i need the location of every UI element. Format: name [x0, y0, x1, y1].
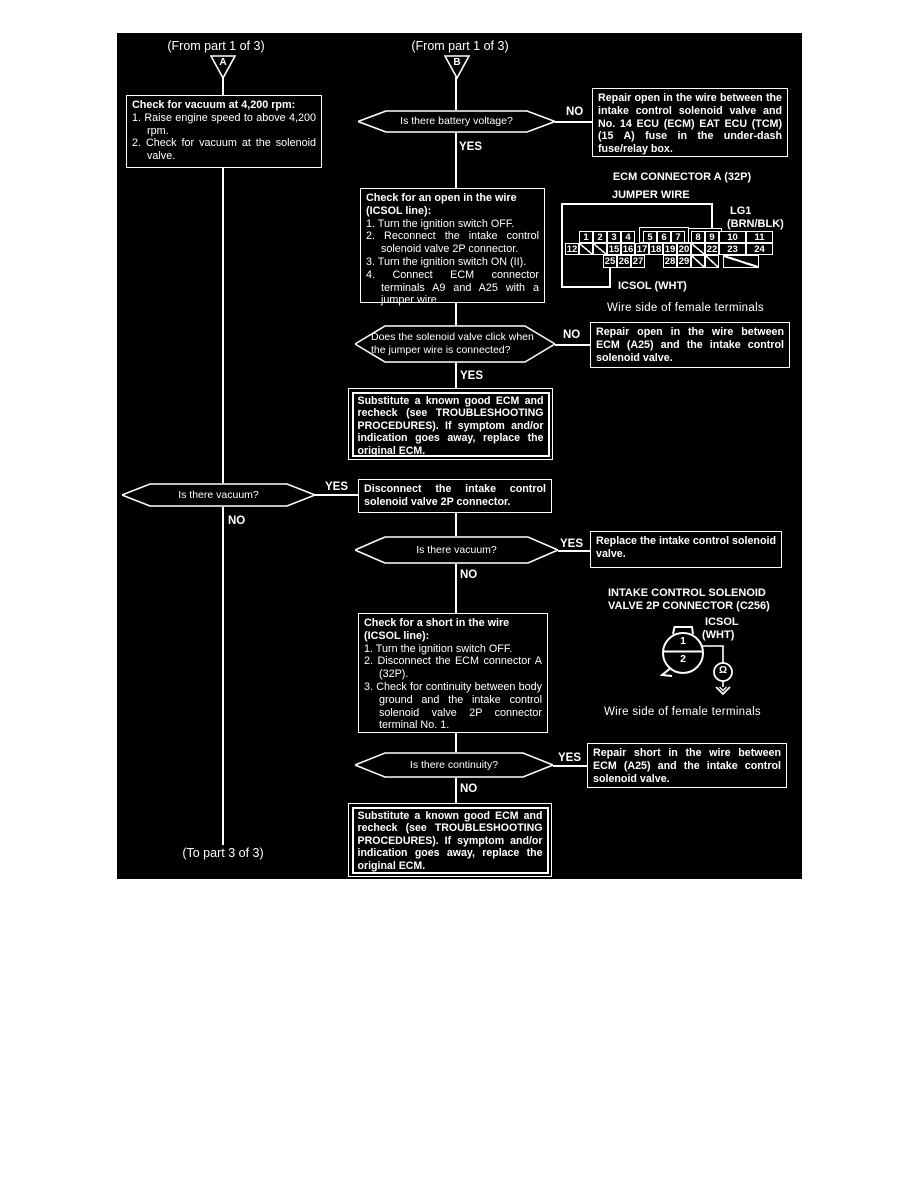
jumper-wire-line [561, 203, 713, 205]
box-check-vacuum-step2: 2. Check for vacuum at the solenoid valve. [132, 137, 316, 163]
connector-letter-a: A [219, 57, 227, 68]
to-part3-label: (To part 3 of 3) [182, 846, 264, 860]
flow-line [222, 507, 224, 845]
decision-label: Does the solenoid valve click when the jumper wire is connected? [371, 331, 534, 356]
flow-line [555, 121, 592, 123]
decision-solenoid-click [355, 325, 555, 363]
flow-line [315, 494, 358, 496]
box-check-open-wire [360, 188, 545, 307]
ecm-pin-5: 5 [643, 231, 657, 243]
ohmmeter-icon: Ω [718, 665, 728, 676]
ecm-pin-27: 27 [632, 256, 644, 267]
no-label: NO [460, 569, 478, 581]
flow-line [553, 765, 587, 767]
box-check-short-title: Check for a short in the wire (ICSOL line): [364, 617, 510, 642]
ecm-pin-hatched-wide [723, 255, 759, 268]
box-check-open-title: Check for an open in the wire (ICSOL line): [366, 192, 517, 217]
box-repair-open-ecm: Repair open in the wire between ECM (A25) and the intake control solenoid valve. [590, 322, 790, 368]
box-check-short [358, 613, 548, 733]
box-replace-solenoid: Replace the intake control solenoid valve. [590, 531, 782, 568]
ecm-pin-18: 18 [650, 243, 662, 255]
ecm-pin-12: 12 [566, 243, 578, 255]
ecm-pin-6: 6 [657, 231, 671, 243]
ecm-pin-4: 4 [621, 231, 635, 243]
c256-wire-name-label: ICSOL [705, 616, 739, 628]
decision-battery-voltage [358, 110, 555, 133]
c256-wire-color-label: (WHT) [702, 629, 735, 641]
jumper-wire-label: JUMPER WIRE [612, 189, 690, 201]
no-label: NO [563, 329, 581, 341]
box-check-short-step2: 2. Disconnect the ECM connector A (32P). [364, 655, 542, 681]
c256-pin-1: 1 [680, 635, 686, 647]
c256-title-line2: VALVE 2P CONNECTOR (C256) [608, 600, 770, 612]
box-substitute-ecm-1 [348, 388, 553, 460]
box-check-short-step3: 3. Check for continuity between body ground and the intake control solenoid valve 2P connector terminal No. 1. [364, 680, 542, 732]
box-check-vacuum-title: Check for vacuum at 4,200 rpm: [132, 99, 296, 111]
flow-line [455, 303, 457, 325]
flow-line [222, 77, 224, 95]
ecm-pin-hatched [593, 243, 607, 255]
from-part1-label-b: (From part 1 of 3) [411, 39, 509, 53]
no-label: NO [228, 515, 246, 527]
no-label: NO [460, 783, 478, 795]
decision-label: Is there continuity? [409, 758, 499, 771]
ecm-pin-28: 28 [664, 256, 676, 267]
c256-wire-side-note: Wire side of female terminals [604, 706, 761, 718]
yes-label: YES [558, 752, 582, 764]
flow-line [455, 513, 457, 536]
ecm-pin-8: 8 [691, 231, 705, 243]
yes-label: YES [460, 370, 484, 382]
ecm-wire-side-note: Wire side of female terminals [607, 302, 764, 314]
jumper-wire-line [561, 286, 611, 288]
ecm-connector-title: ECM CONNECTOR A (32P) [612, 171, 752, 183]
box-repair-short: Repair short in the wire between ECM (A25) and the intake control solenoid valve. [587, 743, 787, 788]
ecm-pin-hatched [691, 243, 705, 255]
ecm-pin-7: 7 [671, 231, 685, 243]
from-part1-label-a: (From part 1 of 3) [167, 39, 265, 53]
c256-title-line1: INTAKE CONTROL SOLENOID [608, 587, 766, 599]
ecm-pin-26: 26 [618, 256, 630, 267]
ecm-pin-25: 25 [604, 256, 616, 267]
ecm-pin-9: 9 [705, 231, 719, 243]
ecm-pin-10: 10 [719, 231, 746, 243]
ecm-wire-name-label: LG1 [730, 205, 752, 217]
decision-is-there-vacuum-2 [355, 536, 558, 564]
box-check-open-step2: 2. Reconnect the intake control solenoid valve 2P connector. [366, 230, 539, 256]
connector-letter-b: B [453, 57, 461, 68]
ecm-pin-hatched [579, 243, 593, 255]
ecm-pin-20: 20 [678, 243, 690, 255]
box-substitute-ecm-2 [348, 803, 552, 877]
ecm-icsol-label: ICSOL (WHT) [618, 280, 687, 292]
box-disconnect-2p: Disconnect the intake control solenoid valve 2P connector. [358, 479, 552, 513]
ecm-pin-19: 19 [664, 243, 676, 255]
ecm-pin-22: 22 [706, 243, 718, 255]
yes-label: YES [560, 538, 584, 550]
ecm-wire-color-label: (BRN/BLK) [727, 218, 784, 230]
flow-line [455, 133, 457, 188]
box-check-vacuum-step1: 1. Raise engine speed to above 4,200 rpm. [132, 111, 316, 137]
box-check-vacuum [126, 95, 322, 168]
flow-line [455, 564, 457, 613]
decision-continuity [355, 752, 553, 778]
jumper-wire-line [561, 203, 563, 288]
box-check-open-step4: 4. Connect ECM connector terminals A9 and A25 with a jumper wire. [366, 268, 539, 307]
ecm-pin-hatched [691, 255, 705, 268]
ecm-pin-hatched [705, 255, 719, 268]
decision-label: Is there battery voltage? [400, 115, 513, 127]
box-substitute-ecm-2-text: Substitute a known good ECM and recheck (see TROUBLESHOOTING PROCEDURES). If symptom and/or indication goes away, replace the original ECM. [352, 807, 549, 874]
decision-is-there-vacuum-left [122, 483, 315, 507]
ecm-pin-1: 1 [579, 231, 593, 243]
ecm-pin-11: 11 [746, 231, 773, 243]
box-check-short-step1: 1. Turn the ignition switch OFF. [364, 642, 513, 655]
ecm-pin-23: 23 [719, 243, 746, 255]
flow-line [222, 168, 224, 483]
box-check-open-step1: 1. Turn the ignition switch OFF. [366, 217, 515, 230]
flow-line [455, 733, 457, 752]
yes-label: YES [459, 141, 483, 153]
flow-line [558, 550, 590, 552]
flow-line [455, 778, 457, 803]
flow-line [455, 363, 457, 388]
flowchart-panel [117, 33, 802, 879]
ecm-pin-2: 2 [593, 231, 607, 243]
ecm-pin-17: 17 [636, 243, 648, 255]
box-repair-open-fuse: Repair open in the wire between the intake control solenoid valve and No. 14 ECU (ECM) EAT ECU (TCM) (15 A) fuse in the under-dash fuse/relay box. [592, 88, 788, 157]
ecm-pin-15: 15 [608, 243, 620, 255]
ecm-pin-24: 24 [746, 243, 773, 255]
box-substitute-ecm-1-text: Substitute a known good ECM and recheck (see TROUBLESHOOTING PROCEDURES). If symptom and/or indication goes away, replace the original ECM. [352, 392, 550, 457]
c256-pin-2: 2 [680, 653, 686, 665]
decision-label: Is there vacuum? [416, 543, 497, 556]
no-label: NO [566, 106, 584, 118]
flow-line [455, 77, 457, 110]
jumper-wire-line [609, 268, 611, 286]
jumper-wire-line [711, 203, 713, 231]
decision-label: Is there vacuum? [178, 488, 259, 501]
ecm-pin-16: 16 [622, 243, 634, 255]
ecm-pin-29: 29 [678, 256, 690, 267]
ecm-pin-3: 3 [607, 231, 621, 243]
flow-line [555, 344, 590, 346]
yes-label: YES [325, 481, 349, 493]
box-check-open-step3: 3. Turn the ignition switch ON (II). [366, 255, 527, 268]
